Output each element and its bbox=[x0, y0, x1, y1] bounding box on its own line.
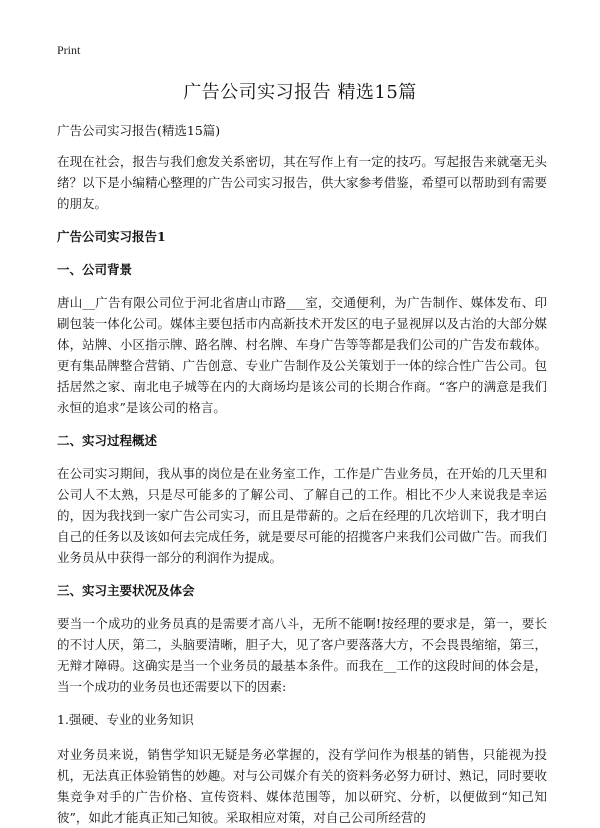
section-body-experience: 要当一个成功的业务员真的是需要才高八斗，无所不能啊!按经理的要求是，第一，要长的不讨人厌，第二，头脑要清晰，胆子大，见了客户要落落大方，不会畏畏缩缩，第三，无辩才障碍。这确实是当一个业务员的最基本条件。而我在__工作的这段时间的体会是，当一个成功的业务员也还需要以下的因素: bbox=[57, 616, 547, 694]
final-paragraph: 对业务员来说，销售学知识无疑是务必掌握的，没有学问作为根基的销售，只能视为投机，无法真正体验销售的妙趣。对与公司媒介有关的资料务必努力研讨、熟记，同时要收集竞争对手的广告价格、宣传资料、媒体范围等，加以研究、分析，以便做到“知己知彼”，如此才能真正知己知彼。采取相应对策，对自己公司所经营的 bbox=[57, 747, 547, 825]
document-body bbox=[57, 120, 547, 828]
document-subtitle: 广告公司实习报告(精选15篇) bbox=[57, 123, 221, 138]
report-heading: 广告公司实习报告1 bbox=[57, 229, 166, 244]
section-heading-background: 一、公司背景 bbox=[57, 262, 133, 277]
section-heading-experience: 三、实习主要状况及体会 bbox=[57, 583, 195, 598]
document-title: 广告公司实习报告 精选15篇 bbox=[183, 82, 417, 103]
section-body-overview: 在公司实习期间，我从事的岗位是在业务室工作，工作是广告业务员，在开始的几天里和公司人不太熟，只是尽可能多的了解公司、了解自己的工作。相比不少人来说我是幸运的，因为我找到一家广告公司实习，而且是带薪的。之后在经理的几次培训下，我才明白自己的任务以及该如何去完成任务，就是要尽可能的招揽客户来我们公司做广告。而我们业务员从中获得一部分的利润作为提成。 bbox=[57, 466, 547, 565]
sub-heading-knowledge: 1.强硬、专业的业务知识 bbox=[57, 712, 194, 727]
print-link[interactable]: Print bbox=[57, 43, 81, 57]
section-body-background: 唐山__广告有限公司位于河北省唐山市路___室，交通便利，为广告制作、媒体发布、印刷包装一体化公司。媒体主要包括市内高新技术开发区的电子显视屏以及古治的大部分媒体，站牌、小区指示牌、路名牌、村名牌、车身广告等等都是我们公司的广告发布载体。更有集品牌整合营销、广告创意、专业广告制作及公关策划于一体的综合性广告公司。包括居然之家、南北电子城等在内的大商场均是该公司的长期合作商。“客户的满意是我们永恒的追求”是该公司的格言。 bbox=[57, 295, 547, 415]
intro-paragraph: 在现在社会，报告与我们愈发关系密切，其在写作上有一定的技巧。写起报告来就毫无头绪？以下是小编精心整理的广告公司实习报告，供大家参考借鉴，希望可以帮助到有需要的朋友。 bbox=[57, 154, 547, 211]
section-heading-overview: 二、实习过程概述 bbox=[57, 433, 158, 448]
